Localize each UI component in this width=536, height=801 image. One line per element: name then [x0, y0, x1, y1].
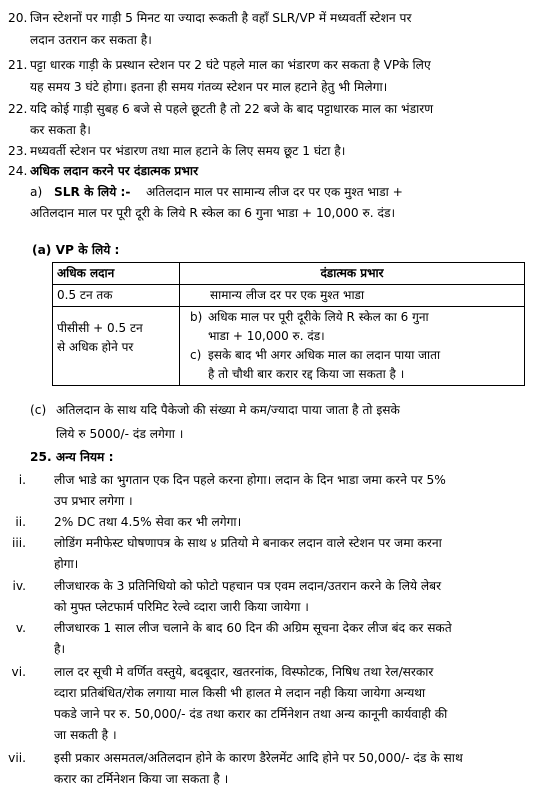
vp-heading-text: (a) VP के लिये :: [32, 243, 120, 257]
cell-line: है तो चौथी बार करार रद्द किया जा सकता है ।: [208, 367, 405, 381]
rule-text-line: लीजधारक 1 साल लीज चलाने के बाद 60 दिन की अग्रिम सूचना देकर लीज बंद कर सकते: [54, 621, 452, 635]
slr-label: SLR के लिये :-: [54, 185, 131, 199]
rule-text-line: इसी प्रकार असमतल/अतिलदान होने के कारण डैरेलमेंट आदि होने पर 50,000/- दंड के साथ: [54, 751, 463, 765]
slr-text: अतिलदान माल पर सामान्य लीज दर पर एक मुश्त भाडा +: [146, 185, 403, 199]
rule-text-line: को मुफ्त प्लेटफार्म परिमिट रेल्वे व्दारा जारी किया जायेगा ।: [54, 600, 309, 614]
cell-line: भाडा + 10,000 रु. दंड।: [208, 329, 325, 343]
roman-numeral: v.: [15, 621, 26, 635]
rule-text-line: जिन स्टेशनों पर गाड़ी 5 मिनट या ज्यादा रूकती है वहाँ SLR/VP में मध्यवर्ती स्टेशन पर: [30, 11, 412, 25]
rule-text-line: व्दारा प्रतिबंधित/रोक लगाया माल किसी भी हालत मे लदान नही किया जायेगा अन्यथा: [54, 686, 426, 700]
table-row: [53, 285, 525, 307]
penalty-b: [184, 308, 520, 346]
item-label: c): [190, 348, 202, 362]
penalty-table: [52, 262, 525, 386]
rule-text-line: लाल दर सूची मे वर्णित वस्तुये, बदबूदार, खतरनांक, विस्फोटक, निषिध तथा रेल/सरकार: [54, 665, 434, 679]
table-cell: 0.5 टन तक: [53, 285, 180, 307]
rule-text-line: है।: [54, 642, 66, 656]
rule-number: 22.: [8, 102, 28, 116]
rule-text-line: करार का टर्मिनेशन किया जा सकता है ।: [54, 772, 229, 786]
item-label: (c): [30, 403, 47, 417]
rule-text-line: होगा।: [54, 557, 79, 571]
rule-text-line: जा सकती है ।: [54, 728, 117, 742]
slr-text: अतिलदान माल पर पूरी दूरी के लिये R स्केल का 6 गुना भाडा + 10,000 रु. दंड।: [30, 206, 396, 220]
rule-number: 20.: [8, 11, 28, 25]
cell-line: पीसीसी + 0.5 टन: [57, 321, 143, 335]
rule-text-line: लीजधारक के 3 प्रतिनिधियो को फोटो पहचान पत्र एवम लदान/उतरान करने के लिये लेबर: [54, 579, 442, 593]
table-cell: [180, 307, 525, 386]
penalty-c: [184, 346, 520, 384]
rule-text-line: पट्टा धारक गाड़ी के प्रस्थान स्टेशन पर 2 घंटे पहले माल का भंडारण कर सकता है VPके लिए: [30, 58, 431, 72]
cell-line: अधिक माल पर पूरी दूरीके लिये R स्केल का 6 गुना: [208, 310, 429, 324]
rule-text-line: लिये रु 5000/- दंड लगेगा ।: [56, 427, 184, 441]
rule-number: 23.: [8, 144, 28, 158]
table-header: अधिक लदान: [53, 263, 180, 285]
item-label: b): [190, 310, 203, 324]
roman-numeral: vi.: [11, 665, 26, 679]
rule-number: 24.: [8, 164, 28, 178]
roman-numeral: vii.: [8, 751, 26, 765]
table-cell: सामान्य लीज दर पर एक मुश्त भाडा: [180, 285, 525, 307]
roman-numeral: iii.: [11, 536, 26, 550]
rule-text-line: यदि कोई गाड़ी सुबह 6 बजे से पहले छूटती है तो 22 बजे के बाद पट्टाधारक माल का भंडारण: [30, 102, 434, 116]
rule-text-line: पकडे जाने पर रु. 50,000/- दंड तथा करार का टर्मिनेशन तथा अन्य कानूनी कार्यवाही की: [54, 707, 448, 721]
table-header-row: [53, 263, 525, 285]
rule-text-line: लोडिंग मनीफेस्ट घोषणापत्र के साथ ४ प्रतियो मे बनाकर लदान वाले स्टेशन पर जमा करना: [54, 536, 442, 550]
roman-numeral: iv.: [12, 579, 26, 593]
rule-heading: 25. अन्य नियम :: [30, 450, 114, 464]
table-cell: [53, 307, 180, 386]
rule-text-line: 2% DC तथा 4.5% सेवा कर भी लगेगा।: [54, 515, 242, 529]
rule-heading: अधिक लदान करने पर दंडात्मक प्रभार: [30, 164, 199, 178]
item-label: a): [30, 185, 43, 199]
rule-text-line: अतिलदान के साथ यदि पैकेजो की संख्या मे कम/ज्यादा पाया जाता है तो इसके: [56, 403, 400, 417]
rule-text-line: लीज भाडे का भुगतान एक दिन पहले करना होगा। लदान के दिन भाडा जमा करने पर 5%: [54, 473, 446, 487]
table-header: दंडात्मक प्रभार: [180, 263, 525, 285]
rule-text-line: लदान उतरान कर सकता है।: [30, 33, 152, 47]
rule-text-line: यह समय 3 घंटे होगा। इतना ही समय गंतव्य स्टेशन पर माल हटाने हेतु भी मिलेगा।: [30, 80, 388, 94]
rule-number: 21.: [8, 58, 28, 72]
cell-line: इसके बाद भी अगर अधिक माल का लदान पाया जाता: [208, 348, 441, 362]
table-row: [53, 307, 525, 386]
rule-text-line: मध्यवर्ती स्टेशन पर भंडारण तथा माल हटाने के लिए समय छूट 1 घंटा है।: [30, 144, 346, 158]
roman-numeral: ii.: [15, 515, 26, 529]
rule-text-line: कर सकता है।: [30, 123, 91, 137]
roman-numeral: i.: [18, 473, 26, 487]
cell-line: से अधिक होने पर: [57, 340, 134, 354]
rule-text-line: उप प्रभार लगेगा ।: [54, 494, 133, 508]
